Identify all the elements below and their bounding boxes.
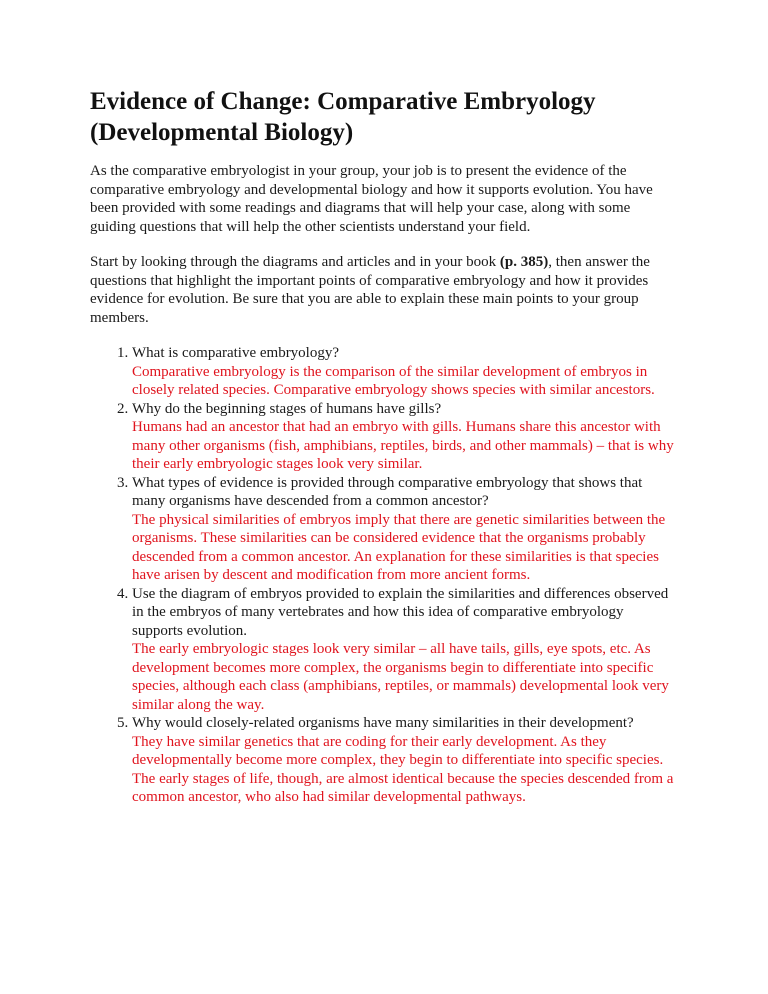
question-list	[90, 344, 678, 807]
question-item	[132, 585, 678, 715]
page-reference: (p. 385)	[499, 254, 549, 270]
instructions-paragraph	[90, 253, 678, 327]
answer-text: Humans had an ancestor that had an embryo with gills. Humans share this ancestor with many other organisms (fish, amphibians, reptiles, birds, and other mammals) – that is why their early embryologic stages look very similar.	[132, 419, 674, 472]
answer-text: The physical similarities of embryos imply that there are genetic similarities between the organisms. These similarities can be considered evidence that the organisms probably descended from a common ancestor. An explanation for these similarities is that species have arisen by descent and modification from more ancient forms.	[132, 511, 666, 583]
answer-text: Comparative embryology is the comparison of the similar development of embryos in closely related species. Comparative embryology shows species with similar ancestors.	[132, 363, 655, 398]
question-item	[132, 344, 678, 400]
instructions-text-after: , then answer the questions that highlight the important points of comparative embryology and how it provides evidence for evolution. Be sure that you are able to explain these main points to your group members.	[90, 254, 650, 326]
question-text: 4. Use the diagram of embryos provided to explain the similarities and differences observed in the embryos of many vertebrates and how this idea of comparative embryology supports evolution.	[132, 585, 669, 639]
answer-text: The early embryologic stages look very similar – all have tails, gills, eye spots, etc. As development becomes more complex, the organisms begin to differentiate into specific species, although each class (amphibians, reptiles, or mammals) developmental look very similar along the way.	[132, 641, 669, 713]
question-text: 1. What is comparative embryology?	[132, 345, 340, 361]
question-text: 5. Why would closely-related organisms have many similarities in their development?	[132, 715, 634, 731]
answer-text: They have similar genetics that are coding for their early development. As they developmentally become more complex, they begin to differentiate into specific species. The early stages of life, though, are almost identical because the species descended from a common ancestor, who also had similar developmental pathways.	[132, 733, 674, 805]
question-item	[132, 400, 678, 474]
question-item	[132, 474, 678, 585]
instructions-text-before: Start by looking through the diagrams and articles and in your book	[90, 254, 500, 270]
question-text: 3. What types of evidence is provided through comparative embryology that shows that many organisms have descended from a common ancestor?	[132, 474, 643, 509]
intro-paragraph: As the comparative embryologist in your group, your job is to present the evidence of the comparative embryology and developmental biology and how it supports evolution. You have been provided with some readings and diagrams that will help your case, along with some guiding questions that will help the other scientists understand your field.	[90, 163, 653, 235]
question-text: 2. Why do the beginning stages of humans have gills?	[132, 400, 442, 417]
document-title: Evidence of Change: Comparative Embryology (Developmental Biology)	[90, 88, 596, 146]
question-item	[132, 714, 678, 807]
